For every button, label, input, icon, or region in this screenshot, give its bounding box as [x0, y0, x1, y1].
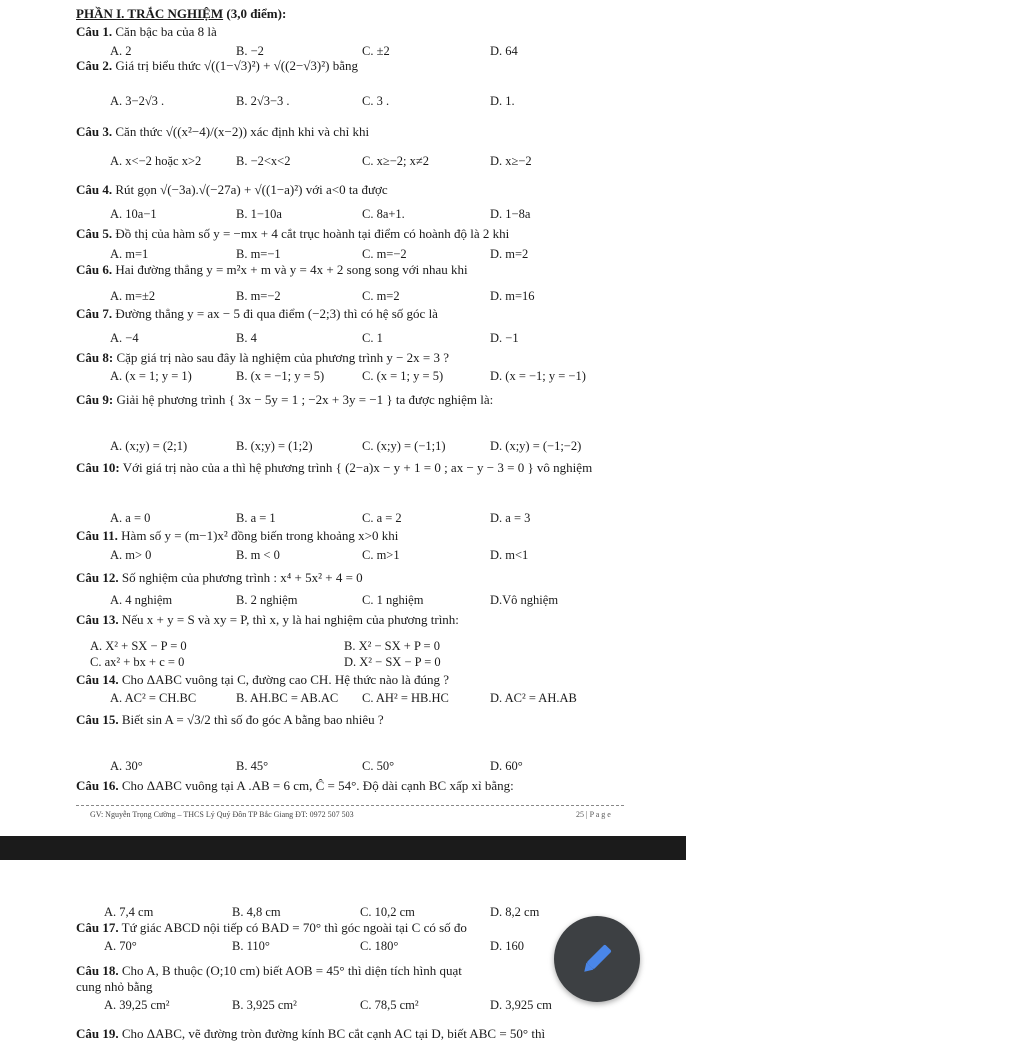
q3-option-d: D. x≥−2: [490, 154, 532, 168]
pencil-icon: [577, 939, 617, 979]
q15-option-c: C. 50°: [362, 759, 395, 773]
question-1: [76, 24, 217, 40]
q15-option-a: A. 30°: [110, 759, 143, 773]
question-11: [76, 528, 398, 544]
q12-option-d: D.Vô nghiệm: [490, 593, 559, 607]
question-15: [76, 712, 384, 728]
q1-option-c: C. ±2: [362, 44, 390, 58]
question-number: Câu 6.: [76, 262, 113, 277]
q8-option-b: B. (x = −1; y = 5): [236, 369, 325, 383]
q7-option-d: D. −1: [490, 331, 519, 345]
question-number: Câu 15.: [76, 712, 119, 727]
q12-option-c: C. 1 nghiệm: [362, 593, 424, 607]
q18-option-a: A. 39,25 cm²: [104, 998, 170, 1012]
q2-option-c: C. 3 .: [362, 94, 390, 108]
question-12: [76, 570, 363, 586]
q1-option-a: A. 2: [110, 44, 132, 58]
question-text: Với giá trị nào của a thì hệ phương trình { (2−a)x − y + 1 = 0 ; ax − y − 3 = 0 } vô nghiệm: [122, 460, 593, 475]
question-text: Hàm số y = (m−1)x² đồng biến trong khoảng x>0 khi: [121, 528, 399, 543]
q1-option-b: B. −2: [236, 44, 264, 58]
question-number: Câu 11.: [76, 528, 118, 543]
question-text: Đường thẳng y = ax − 5 đi qua điểm (−2;3) thì có hệ số góc là: [115, 306, 438, 321]
question-text: Căn bậc ba của 8 là: [115, 24, 217, 39]
question-text: Giải hệ phương trình { 3x − 5y = 1 ; −2x + 3y = −1 } ta được nghiệm là:: [116, 392, 494, 407]
q13-option-d: D. X² − SX − P = 0: [344, 655, 441, 669]
q13-option-c: C. ax² + bx + c = 0: [90, 655, 185, 669]
q9-option-b: B. (x;y) = (1;2): [236, 439, 313, 453]
question-3: [76, 124, 369, 140]
question-18-cont: cung nhỏ bằng: [76, 979, 153, 994]
q7-option-a: A. −4: [110, 331, 139, 345]
question-number: Câu 19.: [76, 1026, 119, 1041]
question-18: [76, 963, 462, 979]
q17-option-d: D. 160: [490, 939, 525, 953]
q10-option-a: A. a = 0: [110, 511, 151, 525]
q9-option-d: D. (x;y) = (−1;−2): [490, 439, 582, 453]
q14-option-a: A. AC² = CH.BC: [110, 691, 197, 705]
question-number: Câu 13.: [76, 612, 119, 627]
q11-option-a: A. m> 0: [110, 548, 152, 562]
q10-option-b: B. a = 1: [236, 511, 276, 525]
q9-option-c: C. (x;y) = (−1;1): [362, 439, 446, 453]
page-separator: [0, 836, 686, 860]
q13-option-b: B. X² − SX + P = 0: [344, 639, 440, 653]
q5-option-b: B. m=−1: [236, 247, 281, 261]
question-text: Cặp giá trị nào sau đây là nghiệm của phương trình y − 2x = 3 ?: [116, 350, 450, 365]
question-4: [76, 182, 388, 198]
q16-option-a: A. 7,4 cm: [104, 905, 154, 919]
q2-option-d: D. 1.: [490, 94, 515, 108]
footer-text: GV: Nguyễn Trọng Cường – THCS Lý Quý Đôn TP Bắc Giang ĐT: 0972 507 503: [90, 810, 354, 819]
q12-option-a: A. 4 nghiệm: [110, 593, 173, 607]
question-13: [76, 612, 459, 628]
q18-option-c: C. 78,5 cm²: [360, 998, 419, 1012]
q4-option-a: A. 10a−1: [110, 207, 157, 221]
q3-option-b: B. −2<x<2: [236, 154, 291, 168]
question-number: Câu 18.: [76, 963, 119, 978]
blank-margin: [686, 0, 1024, 1053]
q4-option-d: D. 1−8a: [490, 207, 531, 221]
q1-option-d: D. 64: [490, 44, 518, 58]
q6-option-c: C. m=2: [362, 289, 400, 303]
question-9: [76, 392, 493, 408]
question-8: [76, 350, 449, 366]
question-number: Câu 16.: [76, 778, 119, 793]
q6-option-b: B. m=−2: [236, 289, 281, 303]
question-text: Số nghiệm của phương trình : x⁴ + 5x² + 4 = 0: [121, 570, 363, 585]
question-6: [76, 262, 468, 278]
question-text: Hai đường thẳng y = m²x + m và y = 4x + 2 song song với nhau khi: [115, 262, 468, 277]
section-header: [76, 6, 286, 22]
q14-option-b: B. AH.BC = AB.AC: [236, 691, 339, 705]
question-text: Giá trị biểu thức √((1−√3)²) + √((2−√3)²) bằng: [115, 58, 358, 73]
question-16: [76, 778, 514, 794]
question-number: Câu 5.: [76, 226, 113, 241]
question-5: [76, 226, 509, 242]
q8-option-a: A. (x = 1; y = 1): [110, 369, 192, 383]
question-7: [76, 306, 438, 322]
q7-option-c: C. 1: [362, 331, 383, 345]
q2-option-a: A. 3−2√3 .: [110, 94, 165, 108]
question-number: Câu 2.: [76, 58, 113, 73]
question-number: Câu 10:: [76, 460, 120, 475]
question-text: Nếu x + y = S và xy = P, thì x, y là hai nghiệm của phương trình:: [121, 612, 459, 627]
q16-option-c: C. 10,2 cm: [360, 905, 415, 919]
question-19: [76, 1026, 545, 1042]
q13-option-a: A. X² + SX − P = 0: [90, 639, 187, 653]
q7-option-b: B. 4: [236, 331, 257, 345]
question-text: Căn thức √((x²−4)/(x−2)) xác định khi và chỉ khi: [115, 124, 370, 139]
question-number: Câu 1.: [76, 24, 113, 39]
q8-option-d: D. (x = −1; y = −1): [490, 369, 586, 383]
question-text: Tứ giác ABCD nội tiếp có BAD = 70° thì góc ngoài tại C có số đo: [121, 920, 467, 935]
question-text: Đồ thị của hàm số y = −mx + 4 cắt trục hoành tại điểm có hoành độ là 2 khi: [115, 226, 510, 241]
q11-option-d: D. m<1: [490, 548, 529, 562]
question-text: Cho A, B thuộc (O;10 cm) biết AOB = 45° thì diện tích hình quạt: [121, 963, 462, 978]
question-number: Câu 4.: [76, 182, 113, 197]
q12-option-b: B. 2 nghiệm: [236, 593, 298, 607]
edit-fab-button[interactable]: [554, 916, 640, 1002]
q10-option-d: D. a = 3: [490, 511, 531, 525]
question-17: [76, 920, 467, 936]
q14-option-d: D. AC² = AH.AB: [490, 691, 577, 705]
q3-option-c: C. x≥−2; x≠2: [362, 154, 429, 168]
q9-option-a: A. (x;y) = (2;1): [110, 439, 188, 453]
section-score: (3,0 điểm):: [226, 6, 287, 21]
q11-option-c: C. m>1: [362, 548, 400, 562]
q17-option-b: B. 110°: [232, 939, 270, 953]
question-number: Câu 9:: [76, 392, 114, 407]
q10-option-c: C. a = 2: [362, 511, 402, 525]
question-10: [76, 460, 592, 476]
question-number: Câu 14.: [76, 672, 119, 687]
footer-divider: [76, 805, 624, 806]
question-text: Biết sin A = √3/2 thì số đo góc A bằng bao nhiêu ?: [121, 712, 384, 727]
question-text: Cho ΔABC, vẽ đường tròn đường kính BC cắt cạnh AC tại D, biết ABC = 50° thì: [121, 1026, 546, 1041]
q14-option-c: C. AH² = HB.HC: [362, 691, 449, 705]
question-2: [76, 58, 358, 74]
q8-option-c: C. (x = 1; y = 5): [362, 369, 444, 383]
question-number: Câu 3.: [76, 124, 113, 139]
q5-option-c: C. m=−2: [362, 247, 407, 261]
question-text: Rút gọn √(−3a).√(−27a) + √((1−a)²) với a<0 ta được: [115, 182, 388, 197]
question-number: Câu 17.: [76, 920, 119, 935]
q2-option-b: B. 2√3−3 .: [236, 94, 290, 108]
q5-option-d: D. m=2: [490, 247, 529, 261]
question-number: Câu 8:: [76, 350, 114, 365]
q4-option-c: C. 8a+1.: [362, 207, 405, 221]
q18-option-d: D. 3,925 cm: [490, 998, 552, 1012]
q5-option-a: A. m=1: [110, 247, 149, 261]
q4-option-b: B. 1−10a: [236, 207, 282, 221]
question-14: [76, 672, 449, 688]
q16-option-b: B. 4,8 cm: [232, 905, 281, 919]
page-number: 25 | P a g e: [576, 810, 611, 819]
q17-option-a: A. 70°: [104, 939, 137, 953]
q3-option-a: A. x<−2 hoặc x>2: [110, 154, 202, 168]
q18-option-b: B. 3,925 cm²: [232, 998, 297, 1012]
q15-option-b: B. 45°: [236, 759, 269, 773]
q6-option-a: A. m=±2: [110, 289, 156, 303]
section-title: PHẦN I. TRẮC NGHIỆM: [76, 6, 224, 21]
question-text: Cho ΔABC vuông tại C, đường cao CH. Hệ thức nào là đúng ?: [121, 672, 450, 687]
question-text: Cho ΔABC vuông tại A .AB = 6 cm, Ĉ = 54°. Độ dài cạnh BC xấp xỉ bằng:: [121, 778, 514, 793]
q15-option-d: D. 60°: [490, 759, 523, 773]
q11-option-b: B. m < 0: [236, 548, 280, 562]
q17-option-c: C. 180°: [360, 939, 399, 953]
question-number: Câu 7.: [76, 306, 113, 321]
q6-option-d: D. m=16: [490, 289, 535, 303]
q16-option-d: D. 8,2 cm: [490, 905, 540, 919]
question-number: Câu 12.: [76, 570, 119, 585]
